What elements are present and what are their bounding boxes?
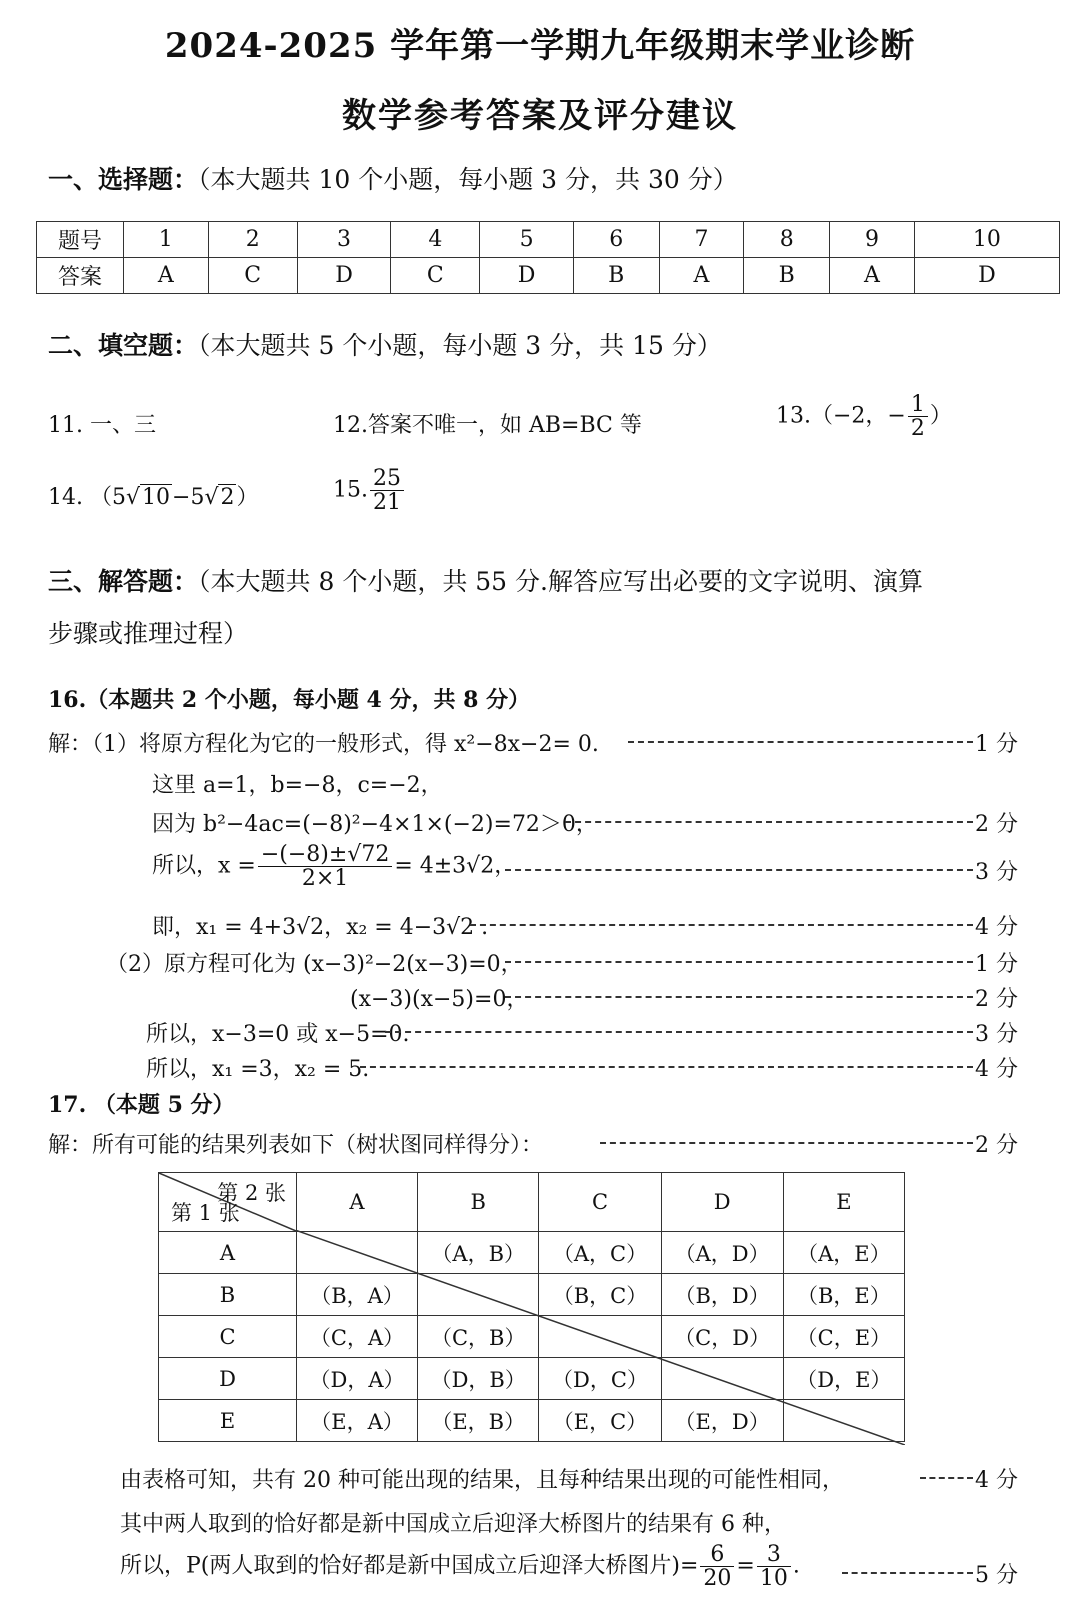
q17-denominator-2: 10 (759, 1566, 788, 1592)
leader-dash (565, 821, 973, 823)
table-cell: （E，D） (661, 1400, 783, 1442)
score-mark: 5 分 (975, 1563, 1018, 1588)
q17-denominator-1: 20 (703, 1566, 732, 1592)
question-number: 4 (391, 222, 480, 258)
question-number: 8 (744, 222, 830, 258)
q16-line5: 即，x₁ = 4+3√2，x₂ = 4−3√2 . (152, 915, 489, 940)
answer-q14: 14. （5√10−5√2） (48, 485, 259, 510)
table-row (37, 222, 1060, 258)
table-cell: （A，D） (661, 1232, 783, 1274)
q16-line9: 所以，x₁ =3，x₂ = 5. (146, 1057, 370, 1082)
q17-fraction-1 (700, 1543, 734, 1590)
answer-cell: C (208, 258, 297, 294)
table-cell: （D，B） (418, 1358, 539, 1400)
question-number: 6 (573, 222, 659, 258)
answer-cell: A (659, 258, 744, 294)
answer-cell: B (744, 258, 830, 294)
table-cell: （B，E） (783, 1274, 904, 1316)
leader-dash (505, 996, 973, 998)
leader-dash (470, 924, 973, 926)
q17-line3: 其中两人取到的恰好都是新中国成立后迎泽大桥图片的结果有 6 种， (120, 1512, 786, 1537)
section2-header (48, 326, 722, 362)
table-row (37, 258, 1060, 294)
q16-l4-suffix: = 4±3√2， (394, 853, 517, 879)
score-mark: 2 分 (975, 1133, 1018, 1158)
q17-line1: 解：所有可能的结果列表如下（树状图同样得分）： (48, 1133, 544, 1158)
section3-header (48, 562, 923, 598)
question-number: 9 (830, 222, 915, 258)
grid-diagonal-line (295, 1230, 905, 1445)
q13-fraction (908, 393, 928, 440)
section3-heading: 三、解答题： (48, 567, 199, 596)
column-header: C (539, 1173, 661, 1232)
q17-fraction-2 (757, 1543, 791, 1590)
answer-cell: D (914, 258, 1059, 294)
q16-l4-denominator: 2×1 (301, 866, 349, 892)
q17-l4-prefix: 所以，P(两人取到的恰好都是新中国成立后迎泽大桥图片)= (120, 1553, 699, 1579)
score-mark: 3 分 (975, 1022, 1018, 1047)
leader-dash (505, 961, 973, 963)
choice-answer-table (36, 221, 1060, 294)
table-cell: （B，A） (297, 1274, 418, 1316)
row-header: B (159, 1274, 297, 1316)
row-header: D (159, 1358, 297, 1400)
table-cell: （A，C） (539, 1232, 661, 1274)
section3-note: （本大题共 8 个小题，共 55 分.解答应写出必要的文字说明、演算 (198, 567, 923, 596)
table-row (159, 1173, 905, 1232)
answer-q11: 11. 一、三 (48, 413, 156, 438)
q16-line8: 所以，x−3=0 或 x−5=0. (146, 1022, 410, 1047)
q15-numerator: 25 (370, 467, 404, 491)
column-header: E (783, 1173, 904, 1232)
q15-prefix: 15. (333, 477, 368, 503)
table-cell: （C，B） (418, 1316, 539, 1358)
question-number: 2 (208, 222, 297, 258)
leader-dash (360, 1066, 973, 1068)
score-mark: 3 分 (975, 860, 1018, 885)
leader-dash (628, 741, 973, 743)
q17-line4 (120, 1543, 800, 1590)
page-subtitle: 数学参考答案及评分建议 (342, 96, 738, 136)
question-number: 1 (124, 222, 209, 258)
q14-middle: −5 (172, 485, 205, 510)
score-mark: 2 分 (975, 812, 1018, 837)
column-header: D (661, 1173, 783, 1232)
q17-heading: 17. （本题 5 分） (48, 1092, 235, 1118)
page-title: 2024-2025 学年第一学期九年级期末学业诊断 (164, 26, 916, 66)
q14-suffix: ） (236, 485, 259, 510)
answer-cell: A (124, 258, 209, 294)
leader-dash (505, 869, 973, 871)
q13-denominator: 2 (910, 416, 925, 442)
table-cell: （E，B） (418, 1400, 539, 1442)
section2-note: （本大题共 5 个小题，每小题 3 分，共 15 分） (198, 331, 722, 360)
row-header: E (159, 1400, 297, 1442)
table-cell: （C，A） (297, 1316, 418, 1358)
q17-equals: = (736, 1553, 755, 1579)
q17-numerator-1: 6 (700, 1543, 734, 1567)
corner-cell (159, 1173, 297, 1232)
answer-q13 (776, 393, 952, 440)
section1-heading: 一、选择题： (48, 165, 199, 194)
q14-radicand-2: 2 (220, 485, 235, 510)
column-header: A (297, 1173, 418, 1232)
answer-cell: B (573, 258, 659, 294)
table-cell: （D，E） (783, 1358, 904, 1400)
leader-dash (842, 1572, 973, 1574)
q15-fraction (370, 467, 404, 514)
q16-line4 (152, 843, 516, 890)
score-mark: 1 分 (975, 732, 1018, 757)
table-cell: （B，D） (661, 1274, 783, 1316)
score-mark: 4 分 (975, 1057, 1018, 1082)
corner-top-label: 第 2 张 (217, 1181, 286, 1205)
leader-dash (385, 1031, 973, 1033)
table-cell: （A，E） (783, 1232, 904, 1274)
q17-line2: 由表格可知，共有 20 种可能出现的结果，且每种结果出现的可能性相同， (120, 1468, 844, 1493)
q16-l4-prefix: 所以，x = (152, 853, 256, 879)
question-number: 3 (297, 222, 390, 258)
row-header: C (159, 1316, 297, 1358)
section1-header (48, 160, 738, 196)
table-cell: （C，D） (661, 1316, 783, 1358)
table-cell: （E，A） (297, 1400, 418, 1442)
q13-prefix: 13.（−2，− (776, 403, 906, 429)
question-number: 5 (480, 222, 573, 258)
q16-line2: 这里 a=1，b=−8，c=−2， (152, 773, 443, 798)
q16-l4-numerator: −(−8)±√72 (258, 843, 392, 867)
q13-numerator: 1 (908, 393, 928, 417)
table-cell: （D，C） (539, 1358, 661, 1400)
leader-dash (920, 1477, 973, 1479)
score-mark: 2 分 (975, 987, 1018, 1012)
answer-q12: 12.答案不唯一，如 AB=BC 等 (333, 413, 642, 438)
score-mark: 1 分 (975, 952, 1018, 977)
q14-prefix: 14. （5 (48, 485, 126, 510)
answer-q15 (333, 467, 406, 514)
question-number: 7 (659, 222, 744, 258)
question-number: 10 (914, 222, 1059, 258)
score-mark: 4 分 (975, 915, 1018, 940)
score-mark: 4 分 (975, 1468, 1018, 1493)
row-label-answer: 答案 (37, 258, 124, 294)
column-header: B (418, 1173, 539, 1232)
q16-heading: 16.（本题共 2 个小题，每小题 4 分，共 8 分） (48, 687, 531, 713)
q16-line6: （2）原方程可化为 (x−3)²−2(x−3)=0， (106, 952, 523, 977)
corner-bottom-label: 第 1 张 (171, 1201, 240, 1225)
q16-line7: (x−3)(x−5)=0， (350, 987, 529, 1012)
answer-cell: D (480, 258, 573, 294)
answer-cell: C (391, 258, 480, 294)
table-cell: （D，A） (297, 1358, 418, 1400)
answer-cell: A (830, 258, 915, 294)
table-cell: （A，B） (418, 1232, 539, 1274)
row-label-number: 题号 (37, 222, 124, 258)
table-cell: （C，E） (783, 1316, 904, 1358)
q17-numerator-2: 3 (757, 1543, 791, 1567)
q16-l4-fraction (258, 843, 392, 890)
q15-denominator: 21 (373, 490, 401, 516)
section1-note: （本大题共 10 个小题，每小题 3 分，共 30 分） (198, 165, 738, 194)
q16-line3: 因为 b²−4ac=(−8)²−4×1×(−2)=72＞0， (152, 812, 598, 837)
q13-suffix: ） (929, 403, 952, 429)
table-cell: （B，C） (539, 1274, 661, 1316)
q16-line1: 解：（1）将原方程化为它的一般形式，得 x²−8x−2= 0. (48, 732, 599, 757)
section3-note-cont: 步骤或推理过程） (48, 619, 249, 648)
table-cell: （E，C） (539, 1400, 661, 1442)
leader-dash (600, 1142, 973, 1144)
q17-period: . (792, 1553, 800, 1579)
row-header: A (159, 1232, 297, 1274)
answer-cell: D (297, 258, 390, 294)
section2-heading: 二、填空题： (48, 331, 199, 360)
q14-radicand-1: 10 (142, 485, 171, 510)
